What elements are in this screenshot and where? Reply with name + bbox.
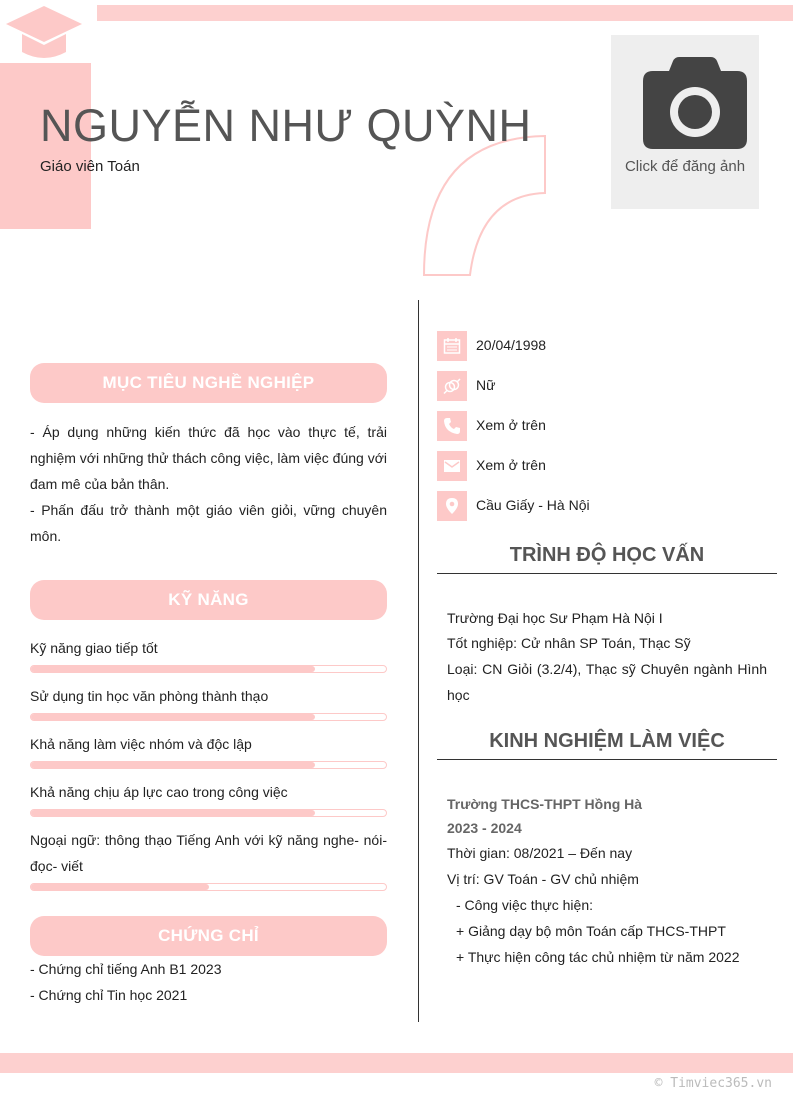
- contact-value: Cầu Giấy - Hà Nội: [476, 497, 590, 513]
- skill-bar: [30, 883, 387, 891]
- photo-upload-label: Click để đăng ảnh: [624, 158, 746, 175]
- email-icon: [443, 457, 461, 475]
- skill-bar-fill: [31, 666, 315, 672]
- experience-position: Vị trí: GV Toán - GV chủ nhiệm: [447, 871, 639, 887]
- contact-value: Nữ: [476, 377, 496, 393]
- certificate-item: - Chứng chỉ Tin học 2021: [30, 987, 188, 1003]
- experience-duties-header: - Công việc thực hiện:: [456, 897, 593, 913]
- skill-bar-fill: [31, 714, 315, 720]
- education-school: Trường Đại học Sư Phạm Hà Nội I: [447, 610, 663, 626]
- skills-heading: KỸ NĂNG: [30, 580, 387, 620]
- skill-label: Kỹ năng giao tiếp tốt: [30, 640, 158, 656]
- objective-line: - Phấn đấu trở thành một giáo viên giỏi, vững chuyên môn.: [30, 502, 387, 544]
- education-heading: TRÌNH ĐỘ HỌC VẤN: [509, 544, 705, 566]
- experience-time: Thời gian: 08/2021 – Đến nay: [447, 845, 633, 861]
- gender-icon: [443, 377, 461, 395]
- skill-bar: [30, 665, 387, 673]
- skill-bar: [30, 809, 387, 817]
- objective-heading: MỤC TIÊU NGHỀ NGHIỆP: [30, 363, 387, 403]
- skill-label: Sử dụng tin học văn phòng thành thạo: [30, 688, 269, 704]
- skill-bar-fill: [31, 762, 315, 768]
- column-divider: [418, 300, 419, 1022]
- phone-icon: [443, 417, 461, 435]
- experience-duty: + Giảng dạy bộ môn Toán cấp THCS-THPT: [456, 923, 726, 939]
- objective-line: - Áp dụng những kiến thức đã học vào thực tế, trải nghiệm với những thử thách công việc, làm việc đúng với đam mê của bản thân.: [30, 424, 387, 492]
- location-icon: [443, 497, 461, 515]
- education-grade: Loại: CN Giỏi (3.2/4), Thạc sỹ Chuyên ngành Hình học: [447, 661, 767, 703]
- contact-value: Xem ở trên: [476, 417, 546, 433]
- watermark: © Timviec365.vn: [654, 1076, 772, 1091]
- bottom-accent-bar: [0, 1053, 793, 1073]
- experience-company: Trường THCS-THPT Hồng Hà: [447, 796, 643, 812]
- calendar-icon: [443, 337, 461, 355]
- objective-text: [30, 419, 387, 549]
- skill-bar: [30, 761, 387, 769]
- graduation-cap-icon: [4, 4, 84, 62]
- job-title: Giáo viên Toán: [40, 158, 140, 175]
- experience-years: 2023 - 2024: [447, 820, 522, 836]
- education-graduation: Tốt nghiệp: Cử nhân SP Toán, Thạc Sỹ: [447, 635, 691, 651]
- contact-value: Xem ở trên: [476, 457, 546, 473]
- skill-label: Khả năng làm việc nhóm và độc lập: [30, 736, 252, 752]
- camera-icon: [643, 57, 747, 149]
- certificate-item: - Chứng chỉ tiếng Anh B1 2023: [30, 961, 222, 977]
- skill-bar-fill: [31, 810, 315, 816]
- experience-rule: [437, 759, 777, 760]
- education-rule: [437, 573, 777, 574]
- candidate-name: NGUYỄN NHƯ QUỲNH: [40, 100, 532, 151]
- photo-upload-button[interactable]: [611, 35, 759, 209]
- experience-duty: + Thực hiện công tác chủ nhiệm từ năm 2022: [456, 949, 740, 965]
- certificates-heading: CHỨNG CHỈ: [30, 916, 387, 956]
- contact-value: 20/04/1998: [476, 337, 547, 353]
- skill-bar: [30, 713, 387, 721]
- skill-label: Khả năng chịu áp lực cao trong công việc: [30, 784, 288, 800]
- skill-label: Ngoại ngữ: thông thạo Tiếng Anh với kỹ năng nghe- nói- đọc- viết: [30, 832, 387, 874]
- decorative-arc: [420, 133, 550, 278]
- experience-heading: KINH NGHIỆM LÀM VIỆC: [489, 730, 725, 752]
- skill-bar-fill: [31, 884, 209, 890]
- top-accent-bar: [97, 5, 793, 21]
